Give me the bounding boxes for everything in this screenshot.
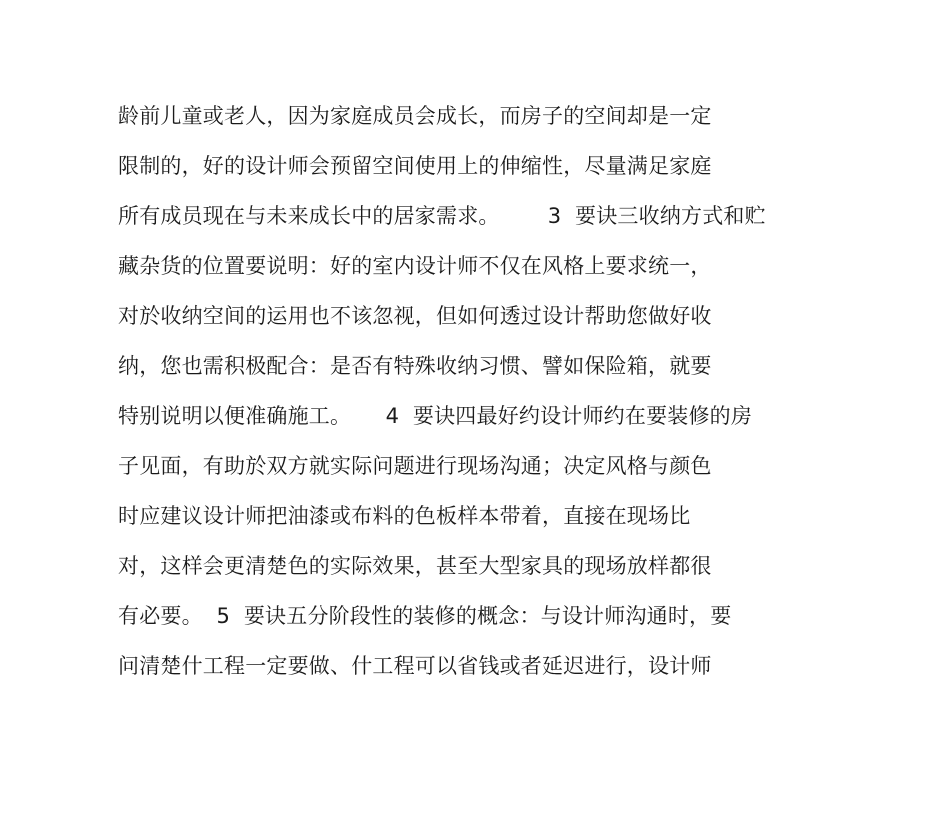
text-line: 对於收纳空间的运用也不该忽视，但如何透过设计帮助您做好收 <box>118 304 712 328</box>
text-line: 限制的，好的设计师会预留空间使用上的伸缩性，尽量满足家庭 <box>118 154 712 178</box>
text-line: 问清楚什工程一定要做、什工程可以省钱或者延迟进行，设计师 <box>118 654 712 678</box>
text-line: 纳，您也需积极配合：是否有特殊收纳习惯、譬如保险箱，就要 <box>118 354 712 378</box>
text-line: 所有成员现在与未来成长中的居家需求。 3 要诀三收纳方式和贮 <box>118 204 766 228</box>
body-text <box>118 98 878 698</box>
text-line: 特别说明以便准确施工。 4 要诀四最好约设计师约在要装修的房 <box>118 404 753 428</box>
text-line: 有必要。 5 要诀五分阶段性的装修的概念：与设计师沟通时，要 <box>118 604 732 628</box>
text-line: 子见面，有助於双方就实际问题进行现场沟通；决定风格与颜色 <box>118 454 712 478</box>
text-line: 藏杂货的位置要说明：好的室内设计师不仅在风格上要求统一， <box>118 254 712 278</box>
text-line: 对，这样会更清楚色的实际效果，甚至大型家具的现场放样都很 <box>118 554 712 578</box>
text-line: 龄前儿童或老人，因为家庭成员会成长，而房子的空间却是一定 <box>118 104 712 128</box>
text-line: 时应建议设计师把油漆或布料的色板样本带着，直接在现场比 <box>118 504 691 528</box>
